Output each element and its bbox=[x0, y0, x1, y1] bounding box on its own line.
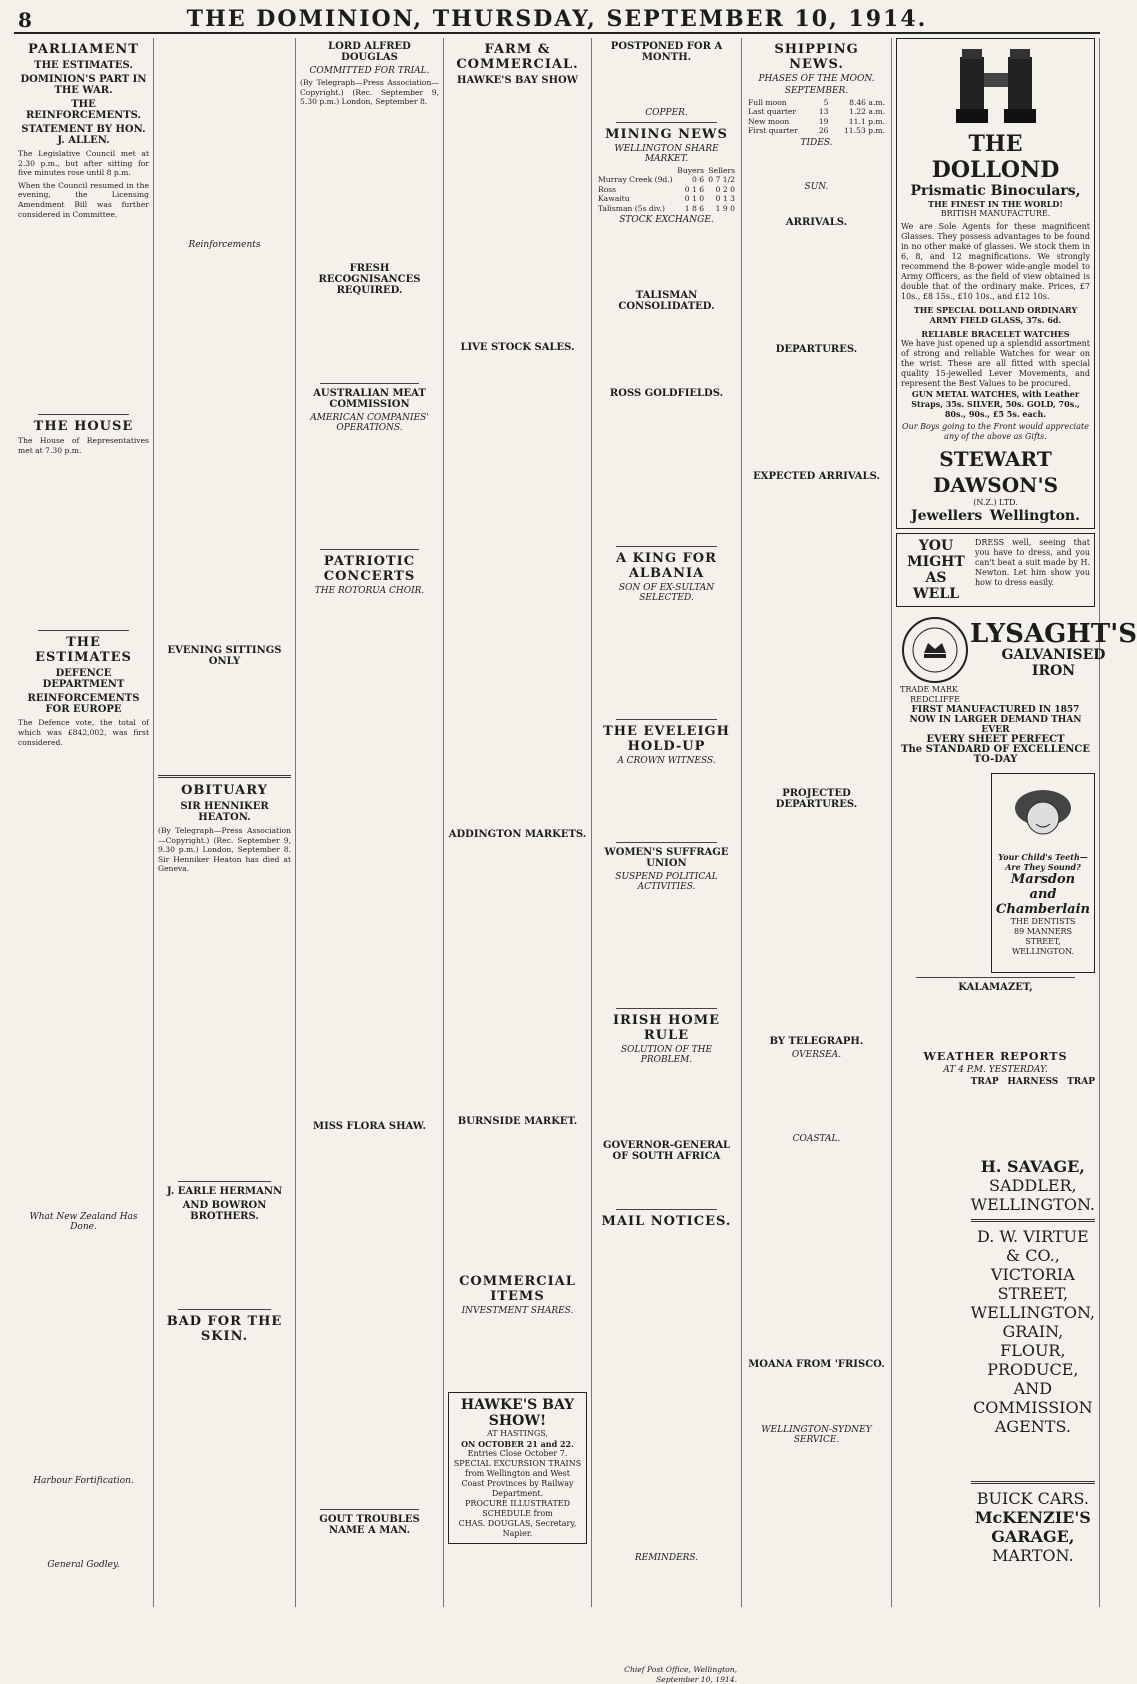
article-paragraph: The Defence vote, the total of which was £842,002, was first considered. bbox=[18, 718, 149, 747]
article-body-filler bbox=[448, 89, 587, 339]
column-shipping bbox=[742, 38, 892, 1607]
heading-meat-commission: AUSTRALIAN MEAT COMMISSION bbox=[313, 387, 426, 410]
subheading-statement: STATEMENT BY HON. J. ALLEN. bbox=[21, 124, 146, 146]
advert-teeth-q1: Your Child's Teeth— bbox=[998, 852, 1088, 862]
advert-iron: IRON bbox=[1031, 663, 1076, 679]
subheading-american: AMERICAN COMPANIES' OPERATIONS. bbox=[310, 412, 429, 433]
article-body-filler bbox=[158, 877, 291, 1177]
subheading-suffrage: SUSPEND POLITICAL ACTIVITIES. bbox=[615, 872, 718, 893]
table-row: Kawaitu 0 1 0 0 1 3 bbox=[598, 194, 735, 204]
subheading-committed: COMMITTED FOR TRIAL. bbox=[309, 66, 430, 76]
article-body-filler bbox=[596, 768, 737, 838]
advert-date: ON OCTOBER 21 and 22. bbox=[461, 1439, 574, 1449]
table-row: Murray Creek (9d.) 0 6 0 7 1/2 bbox=[598, 175, 735, 185]
article-body-filler bbox=[158, 1346, 291, 1546]
newspaper-title: THE DOMINION, THURSDAY, SEPTEMBER 10, 1914. bbox=[186, 6, 928, 32]
heading-sun: SUN. bbox=[804, 181, 829, 192]
article-body-filler bbox=[746, 358, 887, 468]
advert-standard: The STANDARD OF EXCELLENCE TO-DAY bbox=[901, 744, 1090, 765]
advert-trade-mark: TRADE MARK bbox=[900, 685, 958, 694]
heading-bad-for-skin: BAD FOR THE SKIN. bbox=[166, 1313, 283, 1344]
advert-dollond-sub: Prismatic Binoculars, bbox=[910, 183, 1081, 199]
advert-wellington: Wellington. bbox=[989, 508, 1080, 524]
advert-title: HAWKE'S BAY SHOW! bbox=[460, 1397, 575, 1429]
article-body-filler bbox=[18, 1488, 149, 1558]
table-row: New moon 19 11.1 p.m. bbox=[748, 116, 885, 126]
advert-secretary: CHAS. DOUGLAS, Secretary, Napier. bbox=[458, 1519, 577, 1538]
advert-dentists-label: THE DENTISTS bbox=[1010, 917, 1076, 926]
advert-dollond-tag: THE FINEST IN THE WORLD! bbox=[928, 199, 1063, 209]
heading-live-stock: LIVE STOCK SALES. bbox=[460, 342, 575, 353]
advert-virtue: D. W. VIRTUE bbox=[976, 1227, 1089, 1246]
subheading-crown-witness: A CROWN WITNESS. bbox=[617, 756, 716, 767]
advert-demand: NOW IN LARGER DEMAND THAN EVER bbox=[909, 715, 1082, 735]
subheading-estimates: THE ESTIMATES. bbox=[34, 60, 133, 71]
advert-you: YOU bbox=[918, 538, 954, 554]
article-body-filler bbox=[158, 252, 291, 642]
subheading-rotorua: THE ROTORUA CHOIR. bbox=[314, 585, 425, 596]
table-row: First quarter 26 11.53 p.m. bbox=[748, 126, 885, 136]
article-body-filler bbox=[896, 1077, 967, 1377]
heading-moana: MOANA FROM 'FRISCO. bbox=[748, 1358, 885, 1370]
heading-eveleigh: THE EVELEIGH HOLD-UP bbox=[603, 724, 730, 755]
advert-marton: MARTON. bbox=[992, 1546, 1074, 1565]
advert-galvanised: GALVANISED bbox=[1001, 647, 1106, 663]
heading-albania: A KING FOR ALBANIA bbox=[616, 551, 717, 582]
article-body-filler bbox=[596, 315, 737, 385]
article-body-filler bbox=[300, 1539, 439, 1659]
heading-estimates: THE ESTIMATES bbox=[35, 635, 132, 666]
advert-savage: H. SAVAGE, bbox=[980, 1157, 1085, 1176]
advert-watch-prices: GUN METAL WATCHES, with Leather Straps, 35s. SILVER, 50s. GOLD, 70s., 80s., 90s., £5 5s. each. bbox=[911, 389, 1080, 419]
advert-lysaght bbox=[896, 611, 1137, 769]
table-header-row: Buyers Sellers bbox=[677, 166, 735, 175]
article-body-filler bbox=[300, 1135, 439, 1505]
table-row: Full moon 5 8.46 a.m. bbox=[748, 98, 885, 107]
article-body-filler bbox=[746, 194, 887, 214]
heading-hawkes-bay: HAWKE'S BAY SHOW bbox=[457, 75, 578, 86]
advert-gifts: Our Boys going to the Front would appreciate any of the above as Gifts. bbox=[902, 422, 1089, 441]
article-body-filler bbox=[448, 1130, 587, 1270]
article-body-filler bbox=[596, 1231, 737, 1551]
article-body-filler bbox=[18, 458, 149, 626]
article-body-filler bbox=[596, 1565, 737, 1665]
heading-hermann: J. EARLE HERMANN bbox=[166, 1185, 283, 1197]
column-advertisements bbox=[892, 38, 1137, 1607]
article-body-filler bbox=[596, 605, 737, 715]
advert-teeth-q2: Are They Sound? bbox=[1005, 862, 1081, 872]
column-farm-commercial bbox=[444, 38, 592, 1607]
binoculars-icon bbox=[950, 47, 1042, 127]
heading-reminders: REMINDERS. bbox=[634, 1553, 699, 1564]
advert-dollond bbox=[896, 38, 1095, 529]
column-mining-news bbox=[592, 38, 742, 1684]
heading-commercial-items: COMMERCIAL ITEMS bbox=[459, 1274, 576, 1304]
advert-newton bbox=[896, 533, 1095, 607]
advert-marsdon: Marsdon and bbox=[1010, 872, 1076, 902]
subheading-reinforcements: THE REINFORCEMENTS. bbox=[25, 99, 142, 121]
article-body-filler bbox=[746, 813, 887, 1033]
heading-mail-notices: MAIL NOTICES. bbox=[601, 1214, 732, 1230]
subheading-evening-sittings: EVENING SITTINGS ONLY bbox=[167, 645, 282, 667]
share-market-table bbox=[596, 166, 737, 213]
article-body-filler bbox=[746, 150, 887, 180]
article-body-filler bbox=[448, 843, 587, 1113]
article-body-filler bbox=[300, 110, 439, 260]
moon-table bbox=[746, 98, 887, 136]
advert-first-manufactured: FIRST MANUFACTURED IN 1857 bbox=[911, 705, 1080, 715]
advert-jewellers: Jewellers bbox=[911, 508, 983, 524]
heading-oversea: OVERSEA. bbox=[791, 1049, 842, 1060]
advert-special: THE SPECIAL DOLLAND ORDINARY ARMY FIELD GLASS, 37s. 6d. bbox=[913, 305, 1078, 325]
advert-trap-harness: TRAP HARNESS TRAP bbox=[970, 1077, 1095, 1087]
article-body-filler bbox=[896, 996, 1095, 1046]
heading-by-telegraph: BY TELEGRAPH. bbox=[769, 1035, 864, 1047]
subheading-weather: AT 4 P.M. YESTERDAY. bbox=[943, 1065, 1048, 1075]
heading-irish-home-rule: IRISH HOME RULE bbox=[612, 1013, 721, 1044]
article-body-filler bbox=[448, 1318, 587, 1388]
heading-coastal: COASTAL. bbox=[792, 1133, 841, 1144]
heading-wellington-sydney: WELLINGTON-SYDNEY SERVICE. bbox=[761, 1424, 872, 1445]
article-body-filler bbox=[158, 1225, 291, 1305]
heading-copper: COPPER. bbox=[645, 108, 688, 118]
heading-talisman: TALISMAN CONSOLIDATED. bbox=[618, 290, 715, 313]
advert-saddler: SADDLER, bbox=[989, 1176, 1077, 1195]
heading-tides: TIDES. bbox=[800, 137, 833, 148]
heading-weather-reports: WEATHER REPORTS bbox=[923, 1050, 1068, 1063]
heading-shipping-news: SHIPPING NEWS. bbox=[774, 42, 859, 72]
advert-watch-title: RELIABLE BRACELET WATCHES bbox=[921, 329, 1070, 339]
article-body-filler bbox=[596, 1067, 737, 1137]
heading-moon-month: SEPTEMBER. bbox=[784, 86, 849, 96]
subheading-nz-done: What New Zealand Has Done. bbox=[29, 1212, 138, 1233]
advert-chamberlain: Chamberlain bbox=[996, 902, 1090, 917]
advert-might: MIGHT bbox=[907, 554, 965, 570]
heading-patriotic: PATRIOTIC CONCERTS bbox=[323, 553, 416, 584]
article-body-filler bbox=[18, 750, 149, 1210]
advert-kalamazet: KALAMAZET, bbox=[958, 982, 1033, 993]
heading-stock-exchange: STOCK EXCHANGE. bbox=[619, 215, 714, 226]
heading-mining-news: MINING NEWS bbox=[605, 127, 728, 142]
subheading-harbour: Harbour Fortification. bbox=[33, 1476, 134, 1487]
subheading-godley: General Godley. bbox=[47, 1560, 120, 1571]
article-paragraph: When the Council resumed in the evening, the Licensing Amendment Bill was further considered in Committee. bbox=[18, 180, 149, 219]
heading-parliament: PARLIAMENT bbox=[28, 42, 139, 57]
article-paragraph: The Legislative Council met at 2.30 p.m., but after sitting for five minutes rose until 8 p.m. bbox=[18, 149, 149, 178]
heading-obituary: OBITUARY bbox=[181, 783, 268, 798]
child-portrait-icon bbox=[998, 778, 1088, 848]
advert-mckenzie: McKENZIE'S GARAGE, bbox=[974, 1508, 1091, 1546]
page-number: 8 bbox=[18, 8, 32, 32]
article-body-filler bbox=[300, 598, 439, 1118]
advert-hawkes-bay-show bbox=[448, 1392, 587, 1544]
heading-flora-shaw: MISS FLORA SHAW. bbox=[313, 1120, 426, 1132]
heading-projected-departures: PROJECTED DEPARTURES. bbox=[775, 787, 858, 810]
article-body-filler bbox=[746, 1373, 887, 1423]
article-body-filler bbox=[596, 1165, 737, 1205]
table-row: Ross 0 1 6 0 2 0 bbox=[598, 184, 735, 194]
article-paragraph: (By Telegraph—Press Association—Copyright.) (Rec. September 9, 9.30 p.m.) London, September 8. Sir Henniker Heaton has died at Geneva. bbox=[158, 826, 291, 874]
subheading-albania: SON OF EX-SULTAN SELECTED. bbox=[618, 583, 715, 604]
advert-buick: BUICK CARS. bbox=[976, 1489, 1089, 1508]
advert-redcliffe: REDCLIFFE bbox=[910, 695, 960, 704]
advert-stewart-ltd: (N.Z.) LTD. bbox=[973, 498, 1018, 507]
advert-entries: Entries Close October 7. bbox=[467, 1449, 568, 1458]
subheading-defence: DEFENCE DEPARTMENT bbox=[42, 668, 125, 691]
heading-house: THE HOUSE bbox=[33, 419, 134, 435]
article-body-filler bbox=[158, 670, 291, 770]
article-body-filler bbox=[300, 435, 439, 545]
trade-mark-icon bbox=[900, 615, 970, 685]
table-row: Last quarter 13 1.22 a.m. bbox=[748, 107, 885, 117]
article-body-filler bbox=[746, 1062, 887, 1132]
advert-lysaght-title: LYSAGHT'S bbox=[970, 619, 1137, 649]
article-body-filler bbox=[746, 231, 887, 341]
article-paragraph: The House of Representatives met at 7.30 p.m. bbox=[18, 436, 149, 455]
article-body-filler bbox=[746, 1146, 887, 1356]
article-body-filler bbox=[18, 222, 149, 410]
article-body-filler bbox=[596, 66, 737, 106]
heading-share-market: WELLINGTON SHARE MARKET. bbox=[614, 144, 719, 164]
column-news bbox=[296, 38, 444, 1607]
heading-departures: DEPARTURES. bbox=[775, 343, 858, 355]
subheading-investment: INVESTMENT SHARES. bbox=[461, 1306, 574, 1316]
advert-dentists bbox=[991, 773, 1095, 973]
advert-every-sheet: EVERY SHEET PERFECT bbox=[926, 734, 1065, 745]
heading-gout: GOUT TROUBLES NAME A MAN. bbox=[319, 1513, 420, 1536]
signature-post-office: Chief Post Office, Wellington, September 10, 1914. bbox=[624, 1665, 737, 1684]
masthead bbox=[14, 6, 1100, 34]
heading-recognisances: FRESH RECOGNISANCES REQUIRED. bbox=[318, 262, 421, 296]
article-body-filler bbox=[746, 1447, 887, 1537]
article-body-filler bbox=[18, 1234, 149, 1474]
article-body-filler bbox=[300, 299, 439, 379]
advert-as-well: AS WELL bbox=[912, 570, 960, 602]
heading-moon-phases: PHASES OF THE MOON. bbox=[758, 74, 875, 84]
advert-stewart-dawson: STEWART DAWSON'S bbox=[932, 447, 1059, 497]
heading-governor: GOVERNOR-GENERAL OF SOUTH AFRICA bbox=[602, 1140, 731, 1163]
advert-virtue-co: & CO., bbox=[1005, 1246, 1060, 1265]
article-body-filler bbox=[971, 1436, 1095, 1476]
heading-postponed: POSTPONED FOR A MONTH. bbox=[610, 41, 723, 63]
advert-trains: SPECIAL EXCURSION TRAINS from Wellington and West Coast Provinces by Railway Department. bbox=[453, 1459, 582, 1498]
article-body-filler bbox=[971, 1087, 1095, 1157]
subheading-dominion-part: DOMINION'S PART IN THE WAR. bbox=[20, 74, 147, 96]
article-body-filler bbox=[596, 894, 737, 1004]
article-body-filler bbox=[896, 773, 987, 973]
subheading-reinforcements: Reinforcements bbox=[188, 240, 261, 250]
article-body-filler bbox=[158, 38, 291, 238]
article-body-filler bbox=[596, 402, 737, 542]
advert-watch-text: We have just opened up a splendid assortment of strong and reliable Watches for wear on the wrist. These are all fitted with special quality 15-jewelled Lever Movements, and represent the Best Values to be procured. bbox=[901, 339, 1090, 388]
advert-virtue-sub: VICTORIA STREET, WELLINGTON, GRAIN, FLOUR, PRODUCE, AND COMMISSION AGENTS. bbox=[970, 1265, 1095, 1436]
advert-place: AT HASTINGS, bbox=[486, 1429, 549, 1438]
heading-douglas: LORD ALFRED DOUGLAS bbox=[328, 41, 411, 63]
advert-dollond-mfr: BRITISH MANUFACTURE. bbox=[940, 209, 1051, 218]
table-row: Talisman (5s div.) 1 8 6 1 9 0 bbox=[598, 203, 735, 213]
advert-schedule: PROCURE ILLUSTRATED SCHEDULE from bbox=[464, 1499, 571, 1518]
advert-dentists-address: 89 MANNERS STREET, WELLINGTON. bbox=[1011, 927, 1075, 956]
heading-arrivals: ARRIVALS. bbox=[785, 216, 848, 228]
article-body-filler bbox=[448, 356, 587, 826]
subheading-reinforcements-europe: REINFORCEMENTS FOR EUROPE bbox=[27, 693, 140, 716]
heading-farm-commercial: FARM & COMMERCIAL. bbox=[456, 42, 579, 72]
subheading-heaton: SIR HENNIKER HEATON. bbox=[180, 801, 269, 823]
article-paragraph: (By Telegraph—Press Association—Copyright.) (Rec. September 9, 5.30 p.m.) London, September 8. bbox=[300, 78, 439, 107]
subheading-irish: SOLUTION OF THE PROBLEM. bbox=[620, 1045, 713, 1066]
advert-dollond-text: We are Sole Agents for these magnificent Glasses. They possess advantages to be found in no other make of glasses. We stock them in 6, 8, and 12 magnifications. We strongly recommend the 8-power wide-angle model to Army Officers, as the field of view obtained is double that of the ordinary make. Prices, £7 10s., £8 15s., £10 10s., and £12 10s. bbox=[901, 222, 1090, 301]
heading-addington: ADDINGTON MARKETS. bbox=[448, 829, 587, 840]
article-body-filler bbox=[596, 227, 737, 287]
heading-ross: ROSS GOLDFIELDS. bbox=[609, 388, 724, 400]
column-parliament-cont bbox=[154, 38, 296, 1607]
advert-saddler-town: WELLINGTON. bbox=[970, 1195, 1095, 1214]
article-body-filler bbox=[746, 485, 887, 785]
column-parliament bbox=[14, 38, 154, 1607]
heading-burnside: BURNSIDE MARKET. bbox=[457, 1116, 578, 1127]
advert-dress-text: DRESS well, seeing that you have to dress, and you can't beat a suit made by H. Newton. Let him show you how to dress easily. bbox=[975, 538, 1090, 587]
heading-suffrage: WOMEN'S SUFFRAGE UNION bbox=[604, 847, 729, 870]
subheading-bowron: AND BOWRON BROTHERS. bbox=[182, 1199, 267, 1222]
heading-expected-arrivals: EXPECTED ARRIVALS. bbox=[753, 470, 880, 482]
advert-dollond-title: THE DOLLOND bbox=[931, 131, 1060, 183]
